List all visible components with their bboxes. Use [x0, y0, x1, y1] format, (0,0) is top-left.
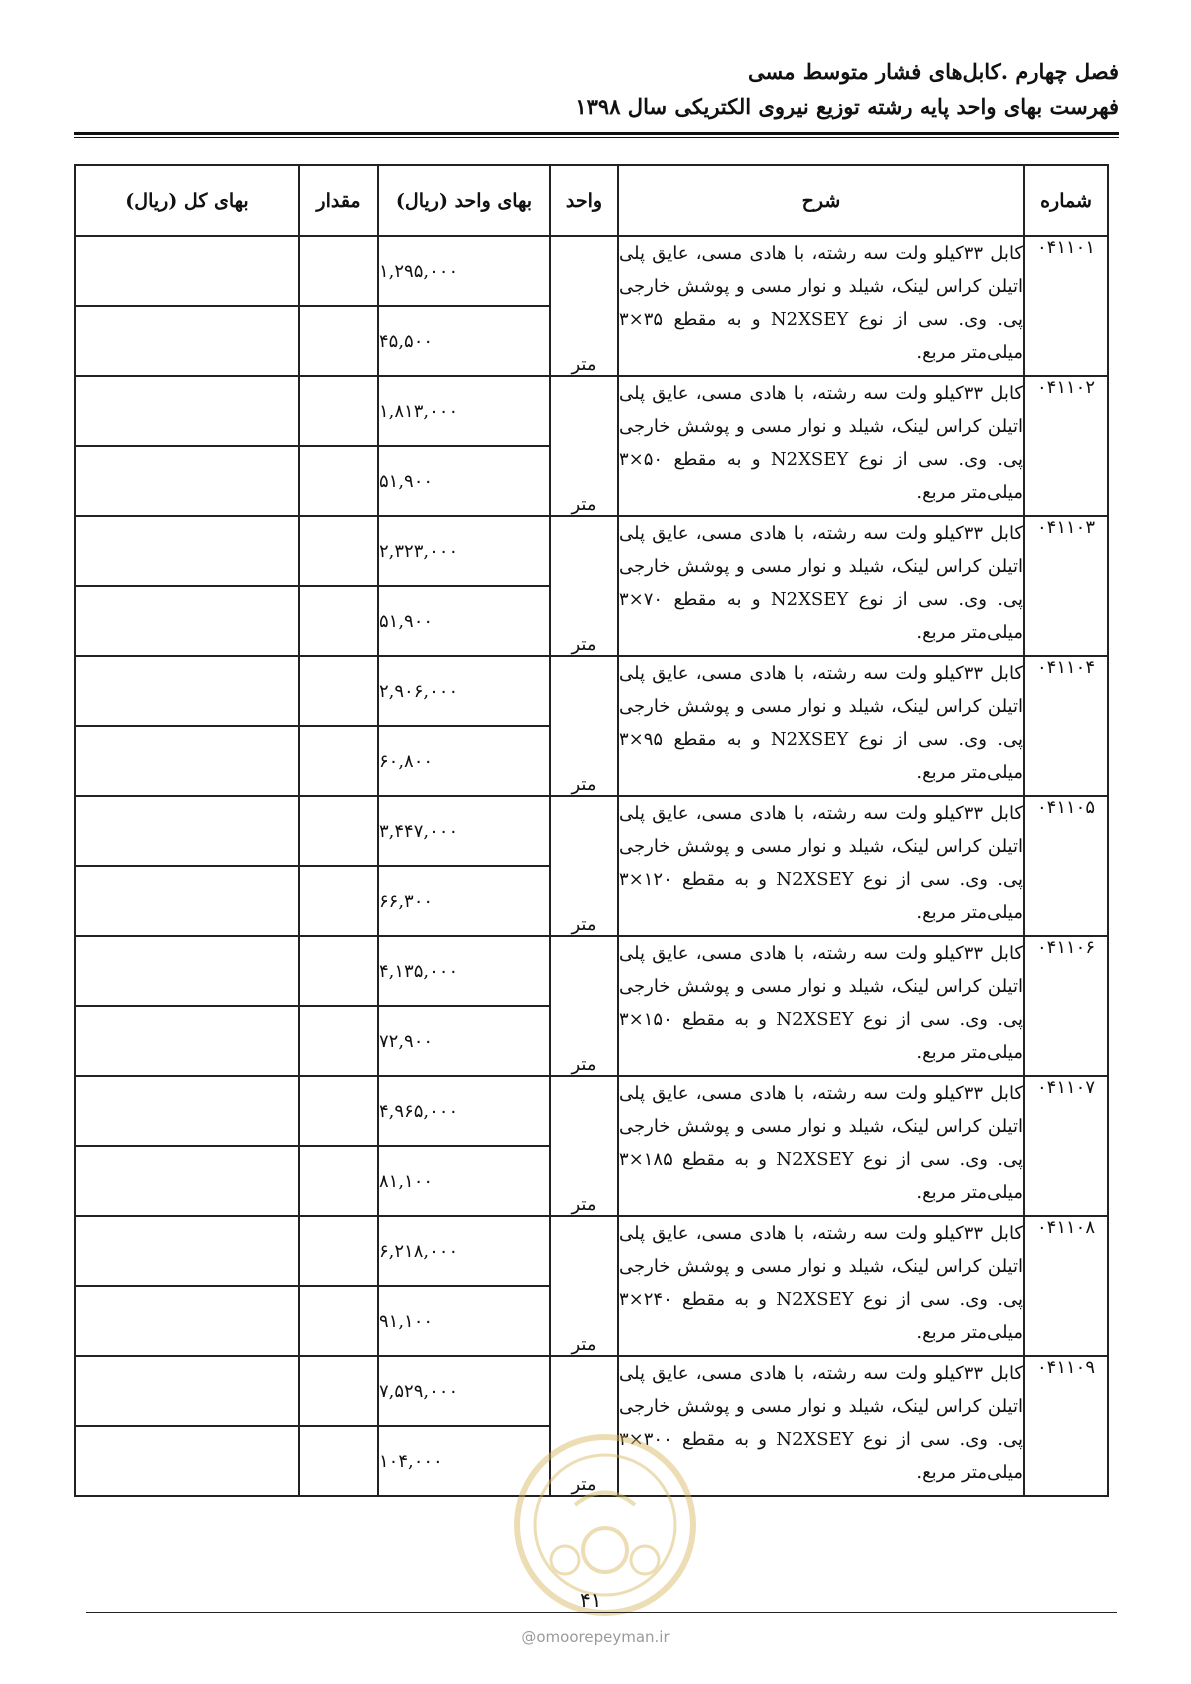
total-price-cell — [75, 446, 299, 516]
quantity-cell — [299, 236, 378, 306]
table-row — [75, 796, 1108, 866]
price-table — [74, 164, 1109, 1497]
unit-price-supply: ۴,۱۳۵,۰۰۰ — [378, 936, 550, 1006]
item-description: کابل ۳۳کیلو ولت سه رشته، با هادی مسی، عایق پلی اتیلن کراس لینک، شیلد و نوار مسی و پوشش خارجی پی. وی. سی از نوع N2XSEY و به مقطع ۷۰×۳ میلی‌متر مربع. — [618, 516, 1024, 656]
item-description: کابل ۳۳کیلو ولت سه رشته، با هادی مسی، عایق پلی اتیلن کراس لینک، شیلد و نوار مسی و پوشش خارجی پی. وی. سی از نوع N2XSEY و به مقطع ۱۵۰×۳ میلی‌متر مربع. — [618, 936, 1024, 1076]
total-price-cell — [75, 1076, 299, 1146]
document-title: فهرست بهای واحد پایه رشته توزیع نیروی الکتریکی سال ۱۳۹۸ — [575, 94, 1119, 119]
item-code: ۰۴۱۱۰۹ — [1024, 1356, 1108, 1496]
total-price-cell — [75, 726, 299, 796]
total-price-cell — [75, 586, 299, 656]
item-unit: متر — [550, 936, 618, 1076]
total-price-cell — [75, 306, 299, 376]
unit-price-supply: ۲,۹۰۶,۰۰۰ — [378, 656, 550, 726]
page-header — [72, 55, 1119, 125]
table-row — [75, 1076, 1108, 1146]
total-price-cell — [75, 1356, 299, 1426]
col-header-description: شرح — [618, 165, 1024, 236]
item-code: ۰۴۱۱۰۷ — [1024, 1076, 1108, 1216]
item-code: ۰۴۱۱۰۳ — [1024, 516, 1108, 656]
table-row — [75, 236, 1108, 306]
quantity-cell — [299, 446, 378, 516]
total-price-cell — [75, 236, 299, 306]
unit-price-supply: ۱,۸۱۳,۰۰۰ — [378, 376, 550, 446]
quantity-cell — [299, 866, 378, 936]
item-description: کابل ۳۳کیلو ولت سه رشته، با هادی مسی، عایق پلی اتیلن کراس لینک، شیلد و نوار مسی و پوشش خارجی پی. وی. سی از نوع N2XSEY و به مقطع ۵۰×۳ میلی‌متر مربع. — [618, 376, 1024, 516]
page-number: ۴۱ — [580, 1588, 602, 1612]
item-description: کابل ۳۳کیلو ولت سه رشته، با هادی مسی، عایق پلی اتیلن کراس لینک، شیلد و نوار مسی و پوشش خارجی پی. وی. سی از نوع N2XSEY و به مقطع ۹۵×۳ میلی‌متر مربع. — [618, 656, 1024, 796]
item-code: ۰۴۱۱۰۶ — [1024, 936, 1108, 1076]
col-header-unit-price: بهای واحد (ریال) — [378, 165, 550, 236]
quantity-cell — [299, 936, 378, 1006]
col-header-number: شماره — [1024, 165, 1108, 236]
quantity-cell — [299, 1216, 378, 1286]
table-row — [75, 1356, 1108, 1426]
total-price-cell — [75, 516, 299, 586]
unit-price-install: ۶۰,۸۰۰ — [378, 726, 550, 796]
unit-price-supply: ۶,۲۱۸,۰۰۰ — [378, 1216, 550, 1286]
footer-rule — [86, 1612, 1117, 1613]
total-price-cell — [75, 1146, 299, 1216]
table-row — [75, 656, 1108, 726]
quantity-cell — [299, 1426, 378, 1496]
unit-price-install: ۴۵,۵۰۰ — [378, 306, 550, 376]
chapter-title: فصل چهارم .کابل‌های فشار متوسط مسی — [747, 59, 1119, 84]
total-price-cell — [75, 656, 299, 726]
item-code: ۰۴۱۱۰۱ — [1024, 236, 1108, 376]
unit-price-install: ۶۶,۳۰۰ — [378, 866, 550, 936]
header-rule-thin — [74, 137, 1119, 138]
item-unit: متر — [550, 1216, 618, 1356]
unit-price-install: ۹۱,۱۰۰ — [378, 1286, 550, 1356]
quantity-cell — [299, 586, 378, 656]
quantity-cell — [299, 1006, 378, 1076]
total-price-cell — [75, 936, 299, 1006]
unit-price-supply: ۲,۳۲۳,۰۰۰ — [378, 516, 550, 586]
quantity-cell — [299, 1076, 378, 1146]
quantity-cell — [299, 1146, 378, 1216]
col-header-total-price: بهای کل (ریال) — [75, 165, 299, 236]
item-description: کابل ۳۳کیلو ولت سه رشته، با هادی مسی، عایق پلی اتیلن کراس لینک، شیلد و نوار مسی و پوشش خارجی پی. وی. سی از نوع N2XSEY و به مقطع ۲۴۰×۳ میلی‌متر مربع. — [618, 1216, 1024, 1356]
unit-price-supply: ۴,۹۶۵,۰۰۰ — [378, 1076, 550, 1146]
total-price-cell — [75, 866, 299, 936]
col-header-quantity: مقدار — [299, 165, 378, 236]
quantity-cell — [299, 1286, 378, 1356]
unit-price-supply: ۷,۵۲۹,۰۰۰ — [378, 1356, 550, 1426]
item-description: کابل ۳۳کیلو ولت سه رشته، با هادی مسی، عایق پلی اتیلن کراس لینک، شیلد و نوار مسی و پوشش خارجی پی. وی. سی از نوع N2XSEY و به مقطع ۳۰۰×۳ میلی‌متر مربع. — [618, 1356, 1024, 1496]
total-price-cell — [75, 1286, 299, 1356]
col-header-unit: واحد — [550, 165, 618, 236]
total-price-cell — [75, 1006, 299, 1076]
total-price-cell — [75, 1426, 299, 1496]
table-header-row — [75, 165, 1108, 236]
total-price-cell — [75, 796, 299, 866]
total-price-cell — [75, 376, 299, 446]
unit-price-install: ۷۲,۹۰۰ — [378, 1006, 550, 1076]
item-description: کابل ۳۳کیلو ولت سه رشته، با هادی مسی، عایق پلی اتیلن کراس لینک، شیلد و نوار مسی و پوشش خارجی پی. وی. سی از نوع N2XSEY و به مقطع ۱۸۵×۳ میلی‌متر مربع. — [618, 1076, 1024, 1216]
item-description: کابل ۳۳کیلو ولت سه رشته، با هادی مسی، عایق پلی اتیلن کراس لینک، شیلد و نوار مسی و پوشش خارجی پی. وی. سی از نوع N2XSEY و به مقطع ۱۲۰×۳ میلی‌متر مربع. — [618, 796, 1024, 936]
item-unit: متر — [550, 656, 618, 796]
total-price-cell — [75, 1216, 299, 1286]
item-unit: متر — [550, 236, 618, 376]
quantity-cell — [299, 656, 378, 726]
quantity-cell — [299, 1356, 378, 1426]
unit-price-install: ۵۱,۹۰۰ — [378, 446, 550, 516]
table-row — [75, 376, 1108, 446]
header-rule-thick — [74, 132, 1119, 135]
item-description: کابل ۳۳کیلو ولت سه رشته، با هادی مسی، عایق پلی اتیلن کراس لینک، شیلد و نوار مسی و پوشش خارجی پی. وی. سی از نوع N2XSEY و به مقطع ۳۵×۳ میلی‌متر مربع. — [618, 236, 1024, 376]
table-row — [75, 936, 1108, 1006]
unit-price-install: ۵۱,۹۰۰ — [378, 586, 550, 656]
unit-price-supply: ۳,۴۴۷,۰۰۰ — [378, 796, 550, 866]
table-row — [75, 1216, 1108, 1286]
item-code: ۰۴۱۱۰۴ — [1024, 656, 1108, 796]
item-unit: متر — [550, 376, 618, 516]
unit-price-install: ۸۱,۱۰۰ — [378, 1146, 550, 1216]
unit-price-supply: ۱,۲۹۵,۰۰۰ — [378, 236, 550, 306]
quantity-cell — [299, 516, 378, 586]
item-unit: متر — [550, 796, 618, 936]
quantity-cell — [299, 306, 378, 376]
item-unit: متر — [550, 1076, 618, 1216]
item-unit: متر — [550, 1356, 618, 1496]
watermark-seal-icon — [505, 1425, 705, 1625]
item-code: ۰۴۱۱۰۵ — [1024, 796, 1108, 936]
footer-website: @omoorepeyman.ir — [521, 1628, 670, 1646]
item-unit: متر — [550, 516, 618, 656]
table-row — [75, 516, 1108, 586]
quantity-cell — [299, 726, 378, 796]
quantity-cell — [299, 796, 378, 866]
unit-price-install: ۱۰۴,۰۰۰ — [378, 1426, 550, 1496]
item-code: ۰۴۱۱۰۸ — [1024, 1216, 1108, 1356]
item-code: ۰۴۱۱۰۲ — [1024, 376, 1108, 516]
quantity-cell — [299, 376, 378, 446]
